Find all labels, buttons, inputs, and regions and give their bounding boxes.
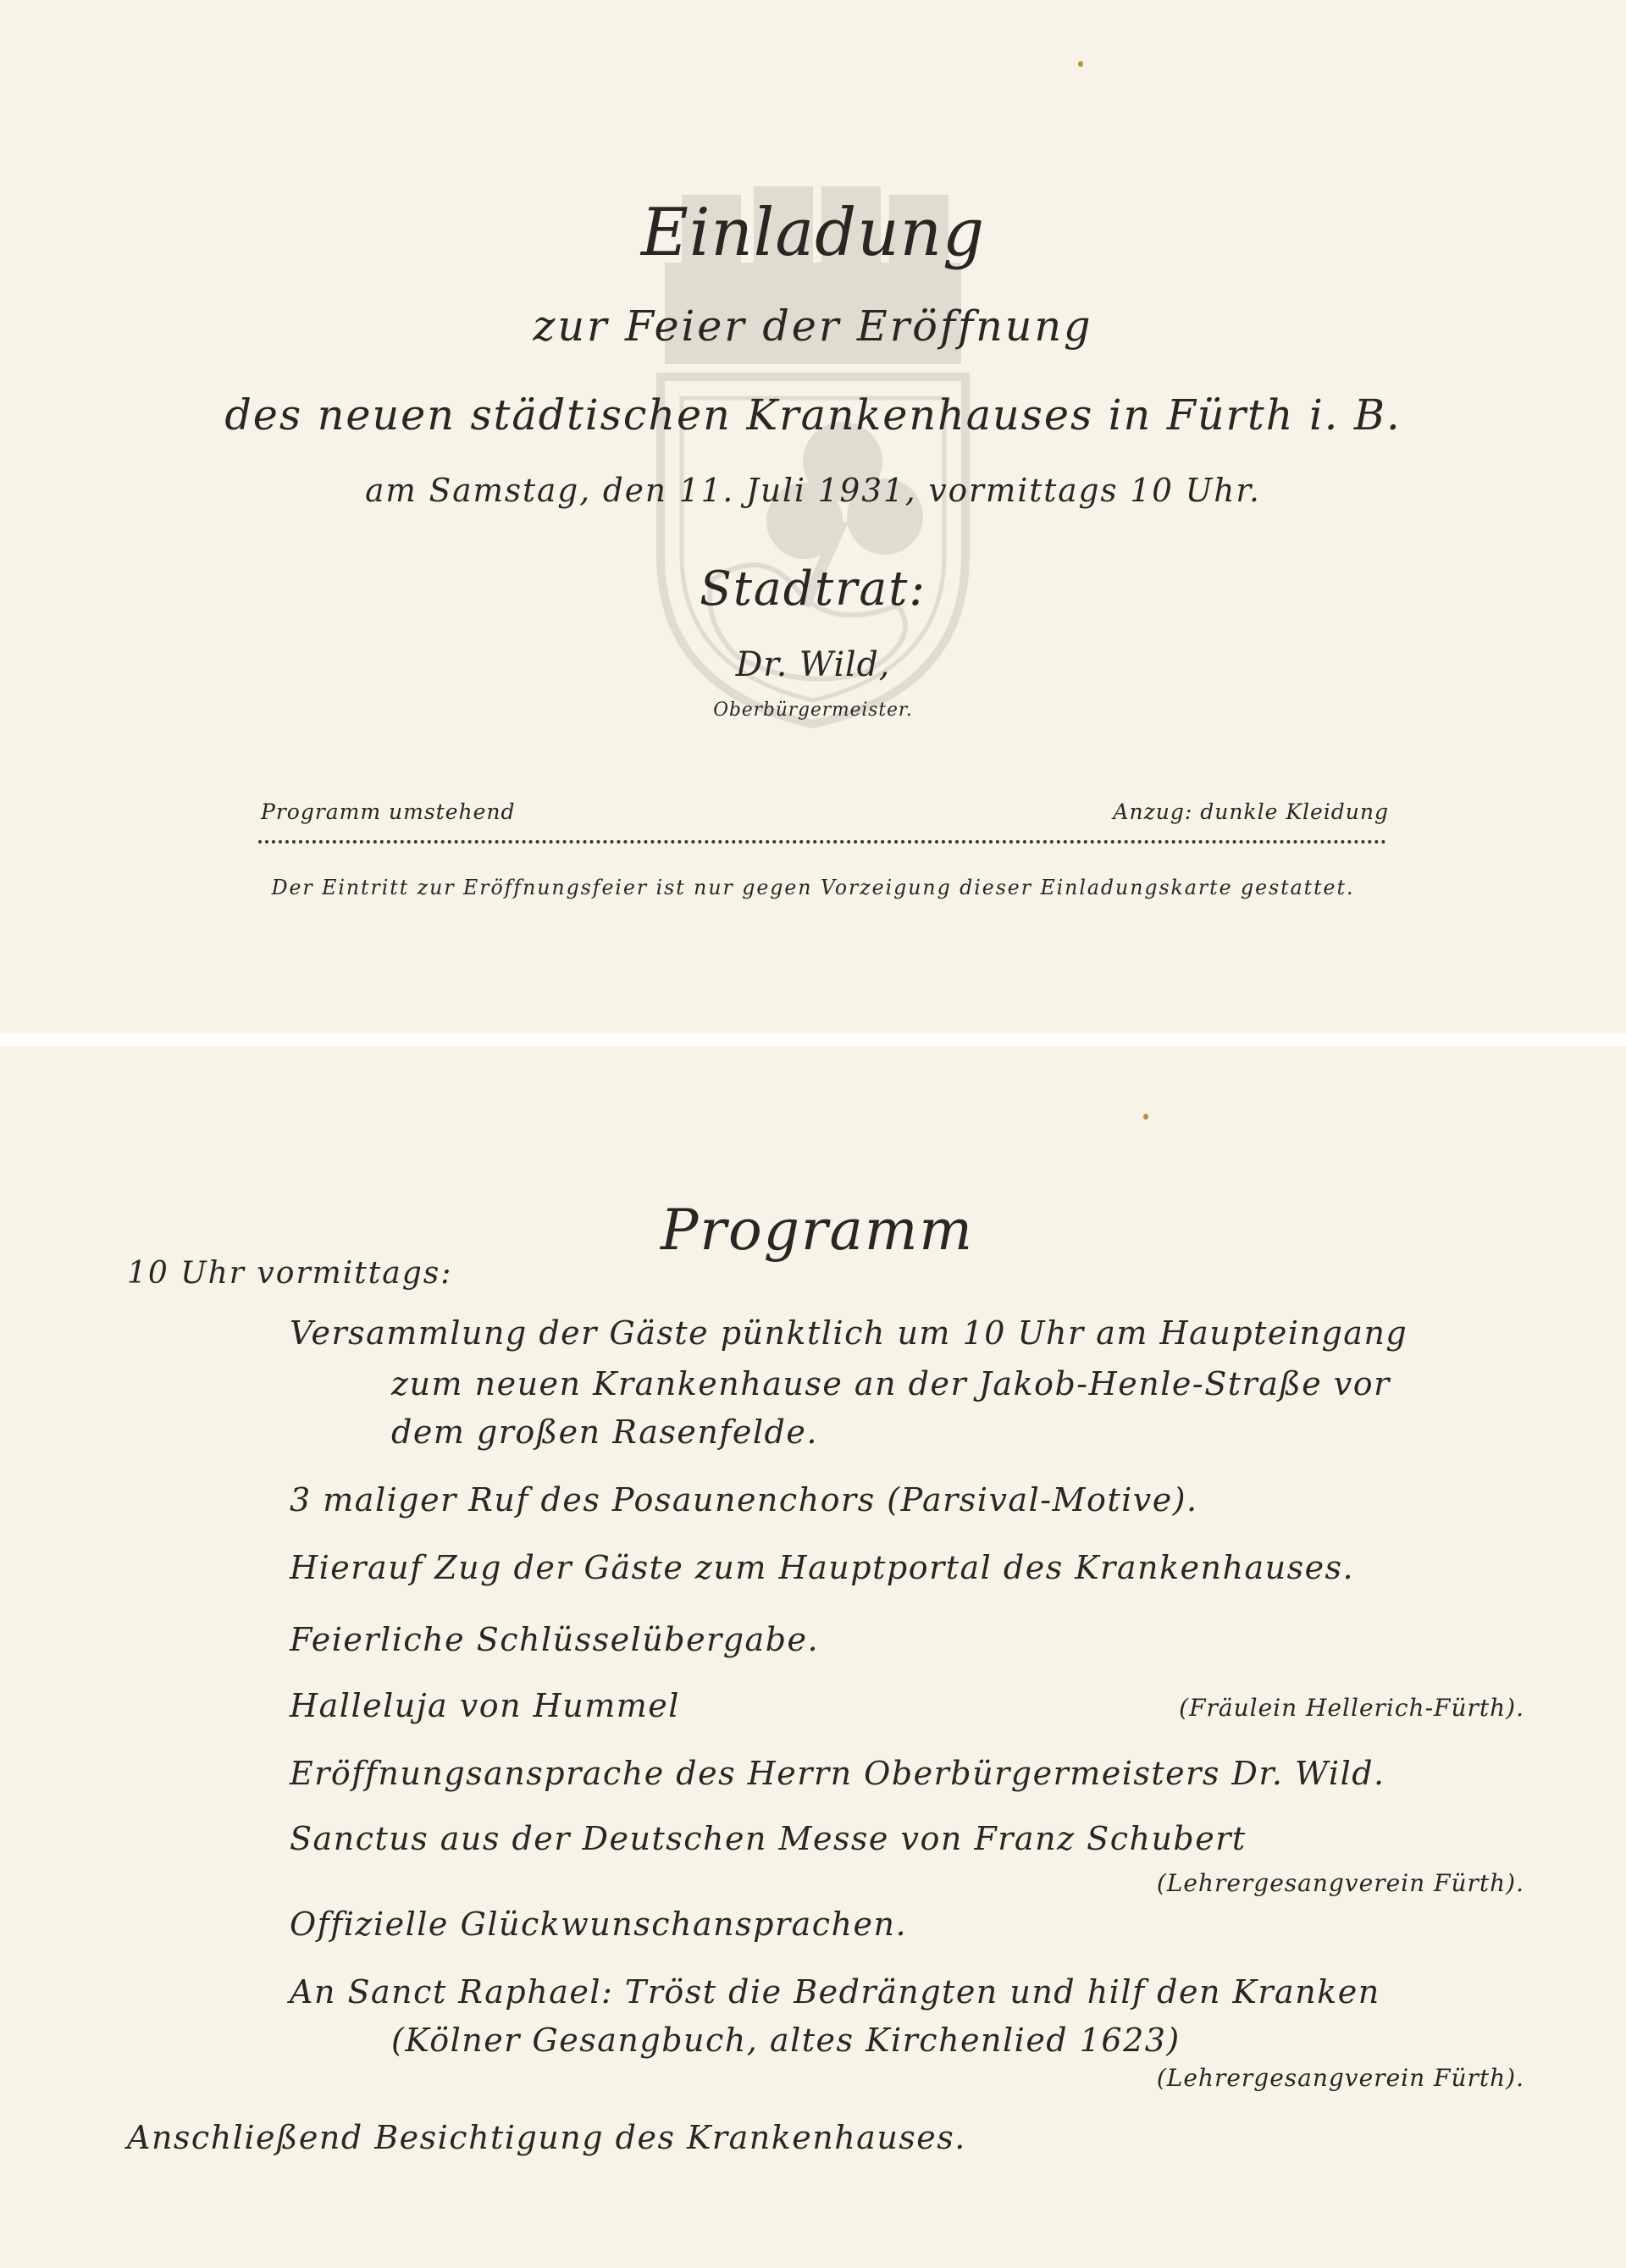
program-item: An Sanct Raphael: Tröst die Bedrängten und hilf den Kranken <box>290 1973 1380 2011</box>
program-time-label: 10 Uhr vormittags: <box>127 1256 453 1291</box>
program-item: Versammlung der Gäste pünktlich um 10 Uhr am Haupteingang <box>290 1314 1408 1352</box>
dress-code: Anzug: dunkle Kleidung <box>1113 799 1389 824</box>
paper-speck <box>1078 61 1083 67</box>
program-title: Programm <box>661 1198 975 1263</box>
program-item: 3 maliger Ruf des Posaunenchors (Parsival-Motive). <box>290 1481 1198 1518</box>
program-item-performer: (Lehrergesangverein Fürth). <box>1156 2064 1524 2092</box>
invitation-card-front <box>0 0 1626 1033</box>
dotted-divider <box>258 840 1386 844</box>
program-item-performer: (Lehrergesangverein Fürth). <box>1156 1869 1524 1897</box>
program-item: Eröffnungsansprache des Herrn Oberbürgermeisters Dr. Wild. <box>290 1755 1385 1792</box>
invitation-subject: des neuen städtischen Krankenhauses in Fürth i. B. <box>224 390 1402 440</box>
program-item: Halleluja von Hummel <box>290 1687 680 1724</box>
signer-name: Dr. Wild, <box>735 645 891 684</box>
program-item: Sanctus aus der Deutschen Messe von Franz Schubert <box>290 1820 1247 1857</box>
program-item: Offizielle Glückwunschansprachen. <box>290 1906 908 1943</box>
program-item-continuation: zum neuen Krankenhause an der Jakob-Henle-Straße vor <box>391 1365 1391 1402</box>
program-item: Hierauf Zug der Gäste zum Hauptportal des Krankenhauses. <box>290 1549 1355 1586</box>
program-note: Programm umstehend <box>261 799 516 824</box>
invitation-date: am Samstag, den 11. Juli 1931, vormittags 10 Uhr. <box>365 472 1261 509</box>
program-item-continuation: (Kölner Gesangbuch, altes Kirchenlied 1623) <box>391 2022 1181 2059</box>
program-item: Feierliche Schlüsselübergabe. <box>290 1621 820 1658</box>
invitation-title: Einladung <box>640 195 986 271</box>
paper-speck <box>1143 1114 1148 1120</box>
program-closing: Anschließend Besichtigung des Krankenhauses. <box>127 2119 966 2156</box>
invitation-occasion: zur Feier der Eröffnung <box>533 301 1093 351</box>
program-item-continuation: dem großen Rasenfelde. <box>391 1413 818 1451</box>
entry-note: Der Eintritt zur Eröffnungsfeier ist nur gegen Vorzeigung dieser Einladungskarte gestattet. <box>271 876 1355 899</box>
signer-title: Oberbürgermeister. <box>713 700 913 721</box>
issuer-council: Stadtrat: <box>700 561 926 617</box>
program-item-performer: (Fräulein Hellerich-Fürth). <box>1179 1694 1524 1722</box>
